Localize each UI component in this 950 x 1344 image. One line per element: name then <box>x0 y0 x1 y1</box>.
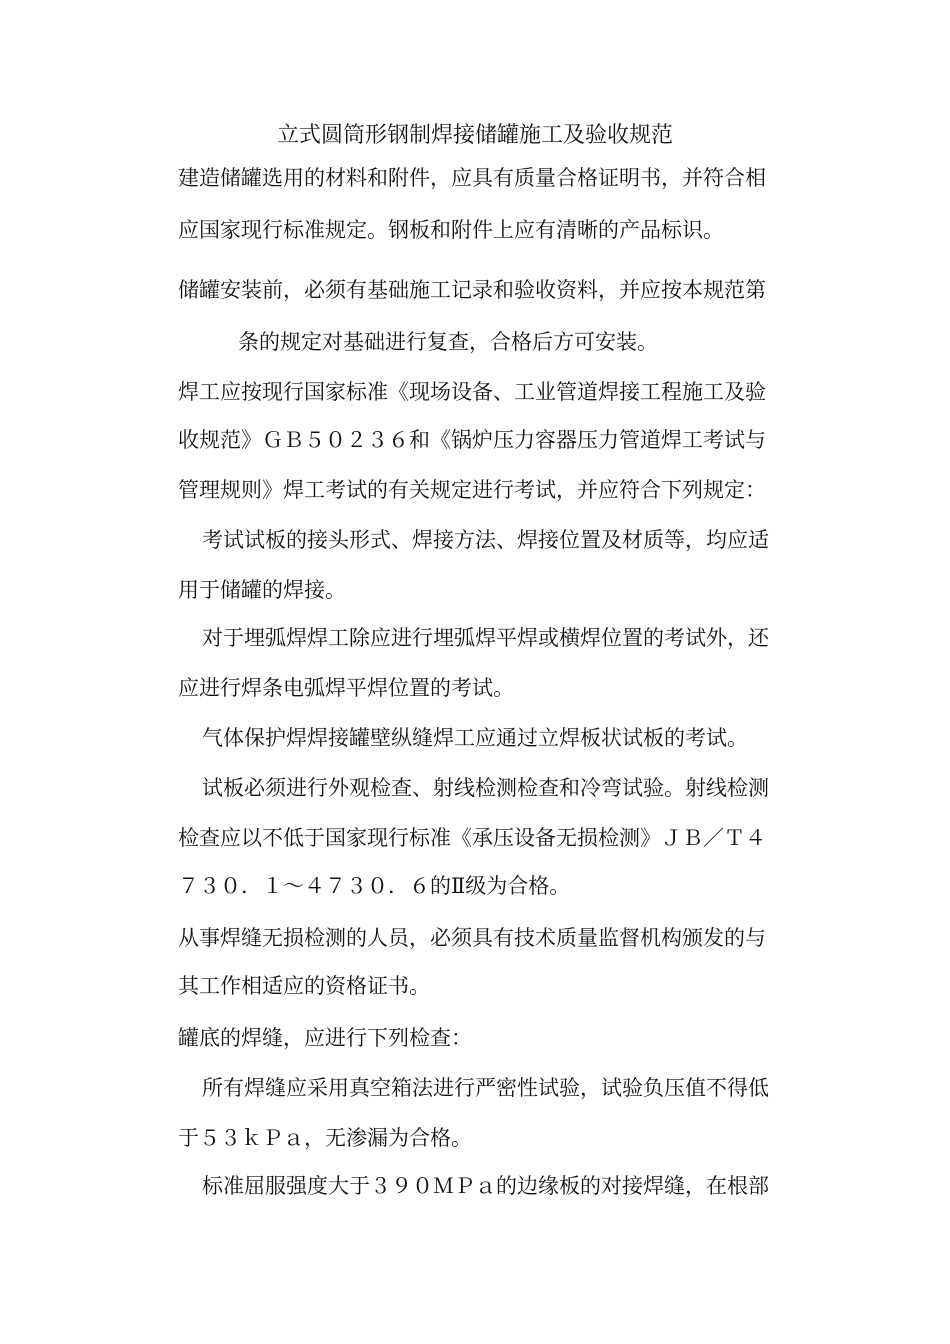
text-line-4: 条的规定对基础进行复查，合格后方可安装。 <box>238 330 658 354</box>
text-line-10: 对于埋弧焊焊工除应进行埋弧焊平焊或横焊位置的考试外，还 <box>202 626 769 650</box>
text-line-8: 考试试板的接头形式、焊接方法、焊接位置及材质等，均应适 <box>202 528 769 552</box>
text-line-5: 焊工应按现行国家标准《现场设备、工业管道焊接工程施工及验 <box>178 380 766 404</box>
text-line-6: 收规范》ＧＢ５０２３６和《锅炉压力容器压力管道焊工考试与 <box>178 428 766 452</box>
text-line-12: 气体保护焊焊接罐壁纵缝焊工应通过立焊板状试板的考试。 <box>202 726 748 750</box>
text-line-3: 储罐安装前，必须有基础施工记录和验收资料，并应按本规范第 <box>178 278 766 302</box>
text-line-21: 标准屈服强度大于３９０ＭＰａ的边缘板的对接焊缝，在根部 <box>202 1174 769 1198</box>
text-line-9: 用于储罐的焊接。 <box>178 578 346 602</box>
text-line-15: ７３０．１～４７３０．６的Ⅱ级为合格。 <box>178 874 571 898</box>
text-line-1: 建造储罐选用的材料和附件，应具有质量合格证明书，并符合相 <box>178 166 766 190</box>
text-line-17: 其工作相适应的资格证书。 <box>178 974 430 998</box>
document-title: 立式圆筒形钢制焊接储罐施工及验收规范 <box>276 123 673 148</box>
text-line-11: 应进行焊条电弧焊平焊位置的考试。 <box>178 676 514 700</box>
text-line-16: 从事焊缝无损检测的人员，必须具有技术质量监督机构颁发的与 <box>178 926 766 950</box>
text-line-13: 试板必须进行外观检查、射线检测检查和冷弯试验。射线检测 <box>202 776 769 800</box>
text-line-7: 管理规则》焊工考试的有关规定进行考试，并应符合下列规定： <box>178 478 766 502</box>
text-line-2: 应国家现行标准规定。钢板和附件上应有清晰的产品标识。 <box>178 218 724 242</box>
text-line-20: 于５３ｋＰａ，无渗漏为合格。 <box>178 1126 472 1150</box>
text-line-18: 罐底的焊缝，应进行下列检查： <box>178 1026 472 1050</box>
text-line-19: 所有焊缝应采用真空箱法进行严密性试验，试验负压值不得低 <box>202 1076 769 1100</box>
text-line-14: 检查应以不低于国家现行标准《承压设备无损检测》ＪＢ／Ｔ４ <box>178 826 766 850</box>
